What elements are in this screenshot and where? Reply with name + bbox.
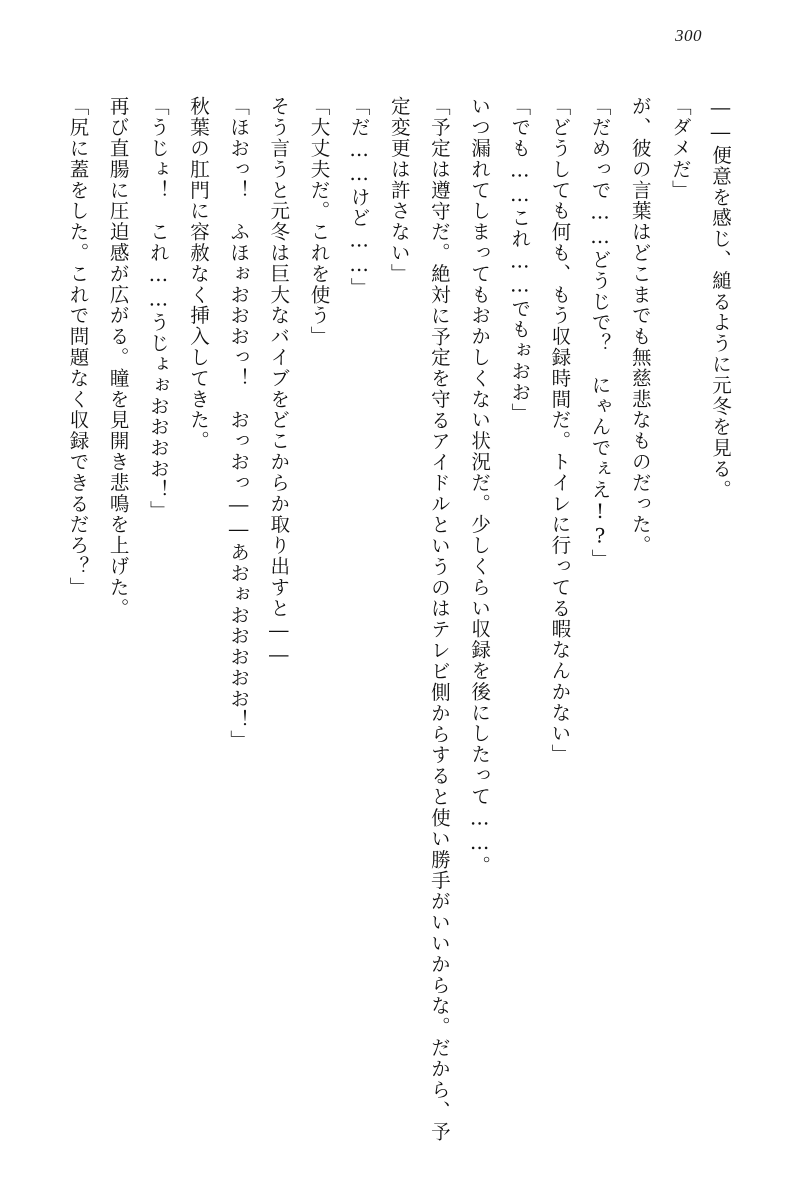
paragraph: 「だめっで……どうじで？ にゃんでぇえ!?」 [588,96,612,570]
paragraph: 「尻に蓋をした。これで問題なく収録できるだろ？」 [66,96,90,598]
paragraph: 「どうしても何も、もう収録時間だ。トイレに行ってる暇なんかない」 [548,96,572,765]
paragraph: が、彼の言葉はどこまでも無慈悲なものだった。 [628,96,652,556]
paragraph: 再び直腸に圧迫感が広がる。瞳を見開き悲鳴を上げた。 [106,96,130,619]
paragraph: 「だ……けど……」 [347,96,371,299]
paragraph: 秋葉の肛門に容赦なく挿入してきた。 [186,96,210,452]
paragraph: 「でも……これ……でもぉおお」 [508,96,532,424]
paragraph: いつ漏れてしまってもおかしくない状況だ。少しくらい収録を後にしたって……。 [468,96,492,877]
paragraph: 「予定は遵守だ。絶対に予定を守るアイドルというのはテレビ側からすると使い勝手がいいからな。だから、予定変更は許さない」 [387,96,451,1142]
paragraph: 「ダメだ」 [668,96,692,201]
paragraph: ――便意を感じ、縋るように元冬を見る。 [709,96,732,501]
page-number: 300 [675,26,702,45]
paragraph: 「大丈夫だ。これを使う」 [307,96,331,347]
paragraph: 「ほおっ！ ふほぉおおおっ！ おっおっ――あおぉおおおおお！」 [227,96,251,751]
paragraph: そう言うと元冬は巨大なバイブをどこからか取り出すと―― [267,96,291,668]
paragraph: 「うじょ！ これ……うじょぉおおおお！」 [146,96,170,521]
vertical-text-body [40,96,740,1142]
